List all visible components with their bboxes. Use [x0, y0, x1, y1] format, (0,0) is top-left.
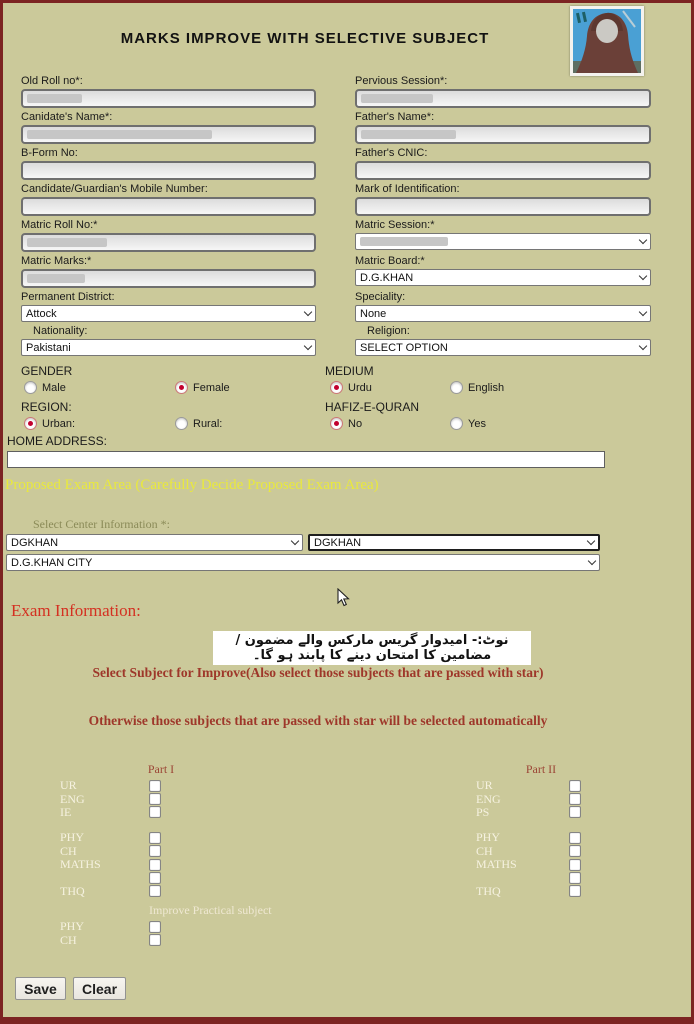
radio-male-label: Male: [42, 381, 66, 394]
candidate-name-label: Canidate's Name*:: [21, 111, 113, 123]
home-address-field: [7, 434, 605, 468]
father-name-label: Father's Name*:: [355, 111, 435, 123]
radio-hafiz-yes[interactable]: [450, 417, 486, 430]
chevron-down-icon: [639, 236, 647, 244]
chevron-down-icon: [639, 272, 647, 280]
chevron-down-icon: [304, 308, 312, 316]
field-matric-roll-no: [21, 219, 316, 252]
checkbox-part1-phy[interactable]: [149, 832, 161, 844]
redacted-value: [27, 130, 212, 139]
chevron-down-icon: [587, 537, 595, 545]
center-select-3-value: D.G.KHAN CITY: [11, 556, 93, 569]
field-candidate-name: [21, 111, 316, 144]
bform-no-label: B-Form No:: [21, 147, 78, 159]
gender-header: GENDER: [21, 364, 73, 378]
old-roll-no-label: Old Roll no*:: [21, 75, 83, 87]
father-cnic-input[interactable]: [355, 161, 651, 180]
radio-urban-label: Urban:: [42, 417, 76, 430]
checkbox-part1-extra[interactable]: [149, 872, 161, 884]
radio-english-label: English: [468, 381, 505, 394]
radio-icon[interactable]: [24, 417, 37, 430]
part2-title: Part II: [525, 762, 557, 776]
checkbox-part1-ur[interactable]: [149, 780, 161, 792]
subject-label: PHY: [476, 830, 501, 845]
radio-icon[interactable]: [24, 381, 37, 394]
otherwise-instruction: Otherwise those subjects that are passed with star will be selected automatically: [88, 713, 548, 728]
clear-button[interactable]: Clear: [73, 977, 126, 1000]
radio-rural[interactable]: [175, 417, 222, 430]
redacted-value: [27, 274, 85, 283]
redacted-value: [27, 94, 82, 103]
field-pervious-session: [355, 75, 651, 108]
subject-label: IE: [60, 804, 72, 819]
field-speciality: [355, 291, 651, 322]
pervious-session-input[interactable]: [355, 89, 651, 108]
candidate-name-input[interactable]: [21, 125, 316, 144]
mobile-number-input[interactable]: [21, 197, 316, 216]
field-father-name: [355, 111, 651, 144]
radio-male[interactable]: [24, 381, 66, 394]
speciality-select[interactable]: [355, 305, 651, 322]
region-header: REGION:: [21, 400, 72, 414]
subject-label: MATHS: [60, 857, 101, 872]
permanent-district-value: Attock: [26, 307, 57, 320]
candidate-form-grid: [21, 75, 651, 359]
checkbox-part2-thq[interactable]: [569, 885, 581, 897]
checkbox-part2-extra[interactable]: [569, 872, 581, 884]
matric-marks-input[interactable]: [21, 269, 316, 288]
urdu-note: نوٹ:- امیدوار گریس مارکس والے مضمون / مضامین کا امتحان دینے کا پابند ہو گا۔: [213, 631, 531, 665]
matric-session-select[interactable]: [355, 233, 651, 250]
page-title: MARKS IMPROVE WITH SELECTIVE SUBJECT: [120, 30, 490, 47]
checkbox-part2-ur[interactable]: [569, 780, 581, 792]
subject-label: CH: [60, 843, 77, 858]
radio-icon[interactable]: [175, 417, 188, 430]
nationality-label: Nationality:: [33, 325, 88, 337]
subject-selection-section: [3, 760, 694, 965]
speciality-value: None: [360, 307, 387, 320]
home-address-input[interactable]: [7, 451, 605, 468]
subject-label: CH: [60, 932, 77, 947]
subject-label: PHY: [60, 830, 85, 845]
subject-label: UR: [60, 778, 77, 793]
radio-rural-label: Rural:: [193, 417, 223, 430]
checkbox-part2-maths[interactable]: [569, 859, 581, 871]
field-mark-of-identification: [355, 183, 651, 216]
radio-urdu[interactable]: [330, 381, 372, 394]
checkbox-part1-ch[interactable]: [149, 845, 161, 857]
permanent-district-label: Permanent District:: [21, 291, 115, 303]
subject-label: ENG: [60, 791, 85, 806]
radio-icon[interactable]: [330, 417, 343, 430]
hafiz-e-quran-header: HAFIZ-E-QURAN: [325, 400, 419, 414]
radio-icon[interactable]: [175, 381, 188, 394]
father-name-input[interactable]: [355, 125, 651, 144]
redacted-value: [361, 94, 433, 103]
field-nationality: [21, 325, 316, 356]
center-select-row: [3, 534, 694, 554]
candidate-photo: [570, 6, 644, 76]
improve-practical-title: Improve Practical subject: [149, 903, 272, 917]
practical-column: [60, 920, 161, 947]
subject-label: CH: [476, 843, 493, 858]
field-matric-session: [355, 219, 651, 252]
center-select-1-value: DGKHAN: [11, 536, 59, 549]
speciality-label: Speciality:: [355, 291, 406, 303]
center-select-2-value: DGKHAN: [314, 536, 362, 549]
field-matric-board: [355, 255, 651, 288]
checkbox-part1-ie[interactable]: [149, 806, 161, 818]
radio-icon[interactable]: [450, 417, 463, 430]
mouse-cursor-icon: [337, 588, 350, 612]
chevron-down-icon: [291, 537, 299, 545]
matric-roll-no-input[interactable]: [21, 233, 316, 252]
redacted-value: [27, 238, 107, 247]
field-permanent-district: [21, 291, 316, 322]
radio-urban[interactable]: [24, 417, 75, 430]
matric-session-label: Matric Session:*: [355, 219, 435, 231]
part1-title: Part I: [147, 762, 175, 776]
field-religion: [355, 325, 651, 356]
matric-marks-label: Matric Marks:*: [21, 255, 92, 267]
matric-board-select[interactable]: [355, 269, 651, 286]
center-select-3[interactable]: [6, 554, 600, 571]
center-select-1[interactable]: [6, 534, 303, 551]
radio-english[interactable]: [450, 381, 504, 394]
select-subject-instruction: Select Subject for Improve(Also select those subjects that are passed with star): [92, 665, 544, 680]
save-button[interactable]: Save: [15, 977, 66, 1000]
field-old-roll-no: [21, 75, 316, 108]
center-select-2[interactable]: [308, 534, 600, 551]
checkbox-part1-eng[interactable]: [149, 793, 161, 805]
redacted-value: [361, 130, 456, 139]
subject-label: THQ: [476, 883, 501, 898]
checkbox-part2-eng[interactable]: [569, 793, 581, 805]
chevron-down-icon: [588, 557, 596, 565]
action-buttons: [15, 977, 126, 1000]
candidate-photo-image: [573, 9, 641, 73]
checkbox-part2-ps[interactable]: [569, 806, 581, 818]
religion-label: Religion:: [367, 325, 410, 337]
field-mobile-number: [21, 183, 316, 216]
old-roll-no-input[interactable]: [21, 89, 316, 108]
pervious-session-label: Pervious Session*:: [355, 75, 448, 87]
matric-roll-no-label: Matric Roll No:*: [21, 219, 98, 231]
radio-female[interactable]: [175, 381, 230, 394]
exam-information-heading: Exam Information:: [11, 601, 141, 620]
checkbox-part2-phy[interactable]: [569, 832, 581, 844]
bform-no-input[interactable]: [21, 161, 316, 180]
checkbox-practical-phy[interactable]: [149, 921, 161, 933]
father-cnic-label: Father's CNIC:: [355, 147, 428, 159]
checkbox-part2-ch[interactable]: [569, 845, 581, 857]
radio-hafiz-no[interactable]: [330, 417, 362, 430]
nationality-value: Pakistani: [26, 341, 71, 354]
part1-column: [60, 779, 161, 898]
radio-hafiz-no-label: No: [348, 417, 363, 430]
mark-of-identification-input[interactable]: [355, 197, 651, 216]
subject-label: UR: [476, 778, 493, 793]
field-father-cnic: [355, 147, 651, 180]
religion-value: SELECT OPTION: [360, 341, 448, 354]
permanent-district-select[interactable]: [21, 305, 316, 322]
checkbox-part1-maths[interactable]: [149, 859, 161, 871]
part2-column: [476, 779, 581, 898]
field-bform-no: [21, 147, 316, 180]
chevron-down-icon: [639, 342, 647, 350]
chevron-down-icon: [639, 308, 647, 316]
nationality-select[interactable]: [21, 339, 316, 356]
medium-header: MEDIUM: [325, 364, 374, 378]
religion-select[interactable]: [355, 339, 651, 356]
home-address-label: HOME ADDRESS:: [7, 434, 108, 448]
radio-hafiz-yes-label: Yes: [468, 417, 486, 430]
select-center-information-label: Select Center Information *:: [33, 517, 170, 531]
subject-label: ENG: [476, 791, 501, 806]
checkbox-part1-thq[interactable]: [149, 885, 161, 897]
subject-label: MATHS: [476, 857, 517, 872]
checkbox-practical-ch[interactable]: [149, 934, 161, 946]
subject-label: PHY: [60, 919, 85, 934]
subject-label: THQ: [60, 883, 85, 898]
field-matric-marks: [21, 255, 316, 288]
redacted-value: [360, 237, 448, 246]
matric-board-value: D.G.KHAN: [360, 271, 414, 284]
radio-icon[interactable]: [330, 381, 343, 394]
proposed-exam-area-heading: Proposed Exam Area (Carefully Decide Proposed Exam Area): [5, 477, 379, 493]
radio-section: [21, 364, 661, 436]
matric-board-label: Matric Board:*: [355, 255, 425, 267]
mobile-number-label: Candidate/Guardian's Mobile Number:: [21, 183, 208, 195]
subject-label: PS: [476, 804, 490, 819]
radio-icon[interactable]: [450, 381, 463, 394]
chevron-down-icon: [304, 342, 312, 350]
radio-urdu-label: Urdu: [348, 381, 372, 394]
radio-female-label: Female: [193, 381, 230, 394]
mark-of-identification-label: Mark of Identification:: [355, 183, 460, 195]
